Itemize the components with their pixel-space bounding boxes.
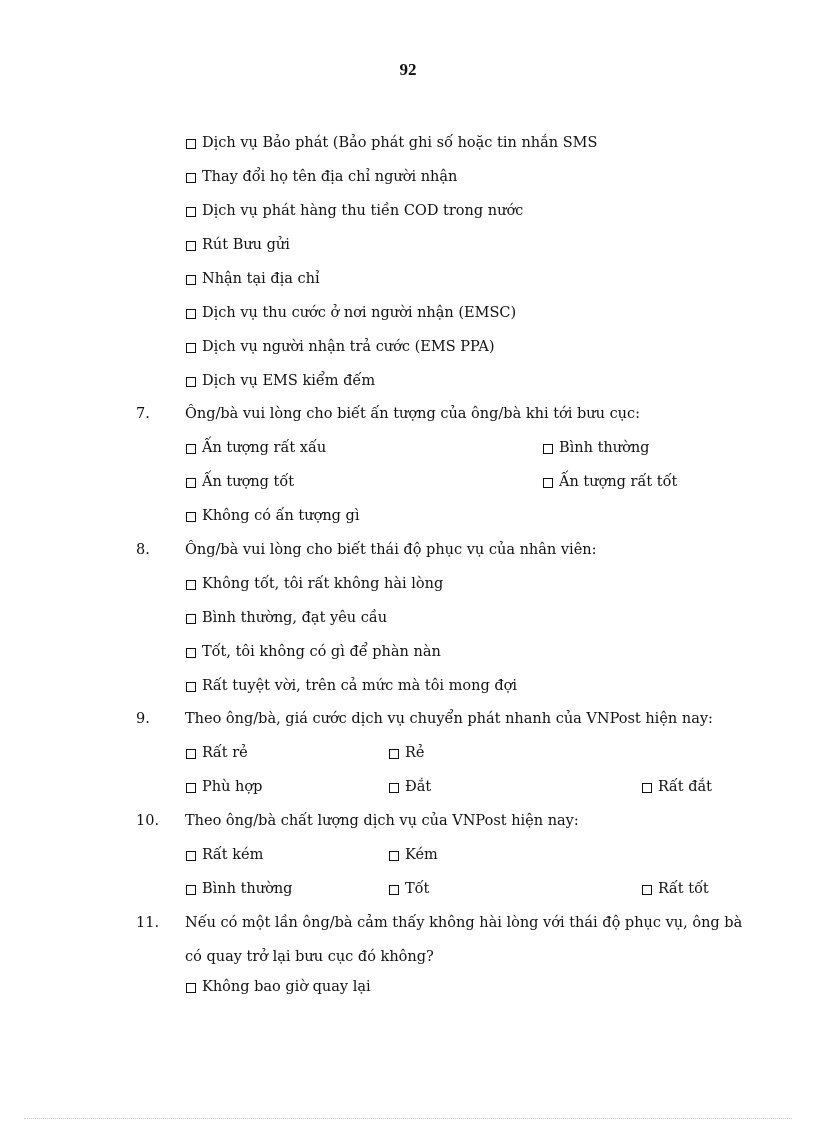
checkbox-icon[interactable]: [186, 648, 196, 658]
checkbox-icon[interactable]: [186, 682, 196, 692]
question-text: Theo ông/bà chất lượng dịch vụ của VNPost hiện nay:: [185, 813, 579, 829]
checkbox-icon[interactable]: [186, 885, 196, 895]
checkbox-option[interactable]: [186, 472, 294, 492]
checkbox-icon[interactable]: [389, 783, 399, 793]
checkbox-icon[interactable]: [389, 851, 399, 861]
option-label: Tốt: [405, 881, 430, 897]
option-label: Tốt, tôi không có gì để phàn nàn: [202, 644, 441, 660]
checkbox-icon[interactable]: [186, 851, 196, 861]
question-text: Ông/bà vui lòng cho biết ấn tượng của ông/bà khi tới bưu cục:: [185, 406, 641, 422]
option-label: Bình thường, đạt yêu cầu: [202, 610, 388, 626]
checkbox-icon[interactable]: [186, 377, 196, 387]
checkbox-option[interactable]: [186, 167, 457, 187]
checkbox-icon[interactable]: [186, 241, 196, 251]
option-label: Ấn tượng tốt: [202, 474, 295, 490]
checkbox-option[interactable]: [186, 574, 443, 594]
checkbox-icon[interactable]: [389, 749, 399, 759]
checkbox-option[interactable]: [186, 269, 320, 289]
checkbox-option[interactable]: [186, 676, 517, 696]
checkbox-option[interactable]: [186, 506, 359, 526]
option-label: Không có ấn tượng gì: [202, 508, 360, 524]
question-text: Theo ông/bà, giá cước dịch vụ chuyển phát nhanh của VNPost hiện nay:: [185, 711, 713, 727]
checkbox-icon[interactable]: [642, 783, 652, 793]
option-label: Rẻ: [405, 745, 425, 761]
checkbox-icon[interactable]: [186, 309, 196, 319]
option-label: Rất kém: [202, 847, 264, 863]
checkbox-option[interactable]: [186, 371, 375, 391]
option-label: Rất tuyệt vời, trên cả mức mà tôi mong đợi: [202, 678, 518, 694]
option-label: Rất tốt: [658, 881, 709, 897]
checkbox-icon[interactable]: [186, 444, 196, 454]
option-label: Kém: [405, 847, 438, 863]
checkbox-option[interactable]: [186, 235, 290, 255]
option-label: Rất rẻ: [202, 745, 248, 761]
checkbox-icon[interactable]: [186, 983, 196, 993]
option-label: Thay đổi họ tên địa chỉ người nhận: [202, 169, 458, 185]
option-label: Ấn tượng rất xấu: [202, 440, 327, 456]
page-number: 92: [399, 60, 417, 79]
option-label: Rút Bưu gửi: [202, 237, 290, 253]
checkbox-option[interactable]: [186, 303, 516, 323]
checkbox-icon[interactable]: [186, 139, 196, 149]
checkbox-option[interactable]: [186, 201, 523, 221]
checkbox-icon[interactable]: [186, 173, 196, 183]
option-label: Dịch vụ người nhận trả cước (EMS PPA): [202, 339, 495, 355]
checkbox-icon[interactable]: [642, 885, 652, 895]
option-label: Phù hợp: [202, 779, 263, 795]
checkbox-icon[interactable]: [186, 207, 196, 217]
checkbox-option[interactable]: [186, 337, 495, 357]
question-text: Ông/bà vui lòng cho biết thái độ phục vụ của nhân viên:: [185, 542, 597, 558]
checkbox-option[interactable]: [186, 777, 262, 797]
question-number: 10.: [136, 813, 160, 829]
question-number: 11.: [136, 915, 160, 931]
option-label: Ấn tượng rất tốt: [559, 474, 678, 490]
question-text: Nếu có một lần ông/bà cảm thấy không hài lòng với thái độ phục vụ, ông bà có quay trở lại bưu cục đó không?: [185, 915, 743, 965]
checkbox-option[interactable]: [186, 438, 326, 458]
option-label: Nhận tại địa chỉ: [202, 271, 320, 287]
option-label: Dịch vụ EMS kiểm đếm: [202, 373, 376, 389]
checkbox-option[interactable]: [389, 879, 429, 899]
option-label: Đắt: [405, 779, 432, 795]
checkbox-icon[interactable]: [389, 885, 399, 895]
question-number: 7.: [136, 406, 150, 422]
option-label: Bình thường: [559, 440, 650, 456]
question-number: 8.: [136, 542, 150, 558]
checkbox-icon[interactable]: [186, 512, 196, 522]
option-label: Dịch vụ thu cước ở nơi người nhận (EMSC): [202, 305, 517, 321]
checkbox-option[interactable]: [186, 845, 263, 865]
checkbox-option[interactable]: [186, 642, 441, 662]
checkbox-option[interactable]: [543, 438, 649, 458]
option-label: Không bao giờ quay lại: [202, 979, 371, 995]
checkbox-icon[interactable]: [543, 478, 553, 488]
page-bottom-divider: [24, 1118, 792, 1119]
checkbox-option[interactable]: [389, 777, 431, 797]
checkbox-option[interactable]: [186, 743, 248, 763]
checkbox-option[interactable]: [186, 977, 371, 997]
option-label: Dịch vụ Bảo phát (Bảo phát ghi số hoặc tin nhắn SMS: [202, 135, 598, 151]
checkbox-option[interactable]: [389, 743, 425, 763]
checkbox-icon[interactable]: [186, 614, 196, 624]
checkbox-icon[interactable]: [186, 343, 196, 353]
checkbox-option[interactable]: [186, 879, 292, 899]
checkbox-option[interactable]: [642, 777, 712, 797]
checkbox-icon[interactable]: [186, 749, 196, 759]
option-label: Dịch vụ phát hàng thu tiền COD trong nước: [202, 203, 524, 219]
option-label: Bình thường: [202, 881, 293, 897]
option-label: Không tốt, tôi rất không hài lòng: [202, 576, 444, 592]
question-number: 9.: [136, 711, 150, 727]
checkbox-icon[interactable]: [186, 783, 196, 793]
checkbox-icon[interactable]: [186, 580, 196, 590]
checkbox-icon[interactable]: [186, 275, 196, 285]
checkbox-option[interactable]: [186, 133, 597, 153]
checkbox-option[interactable]: [389, 845, 438, 865]
checkbox-icon[interactable]: [186, 478, 196, 488]
checkbox-icon[interactable]: [543, 444, 553, 454]
checkbox-option[interactable]: [543, 472, 677, 492]
option-label: Rất đắt: [658, 779, 712, 795]
checkbox-option[interactable]: [642, 879, 709, 899]
checkbox-option[interactable]: [186, 608, 387, 628]
